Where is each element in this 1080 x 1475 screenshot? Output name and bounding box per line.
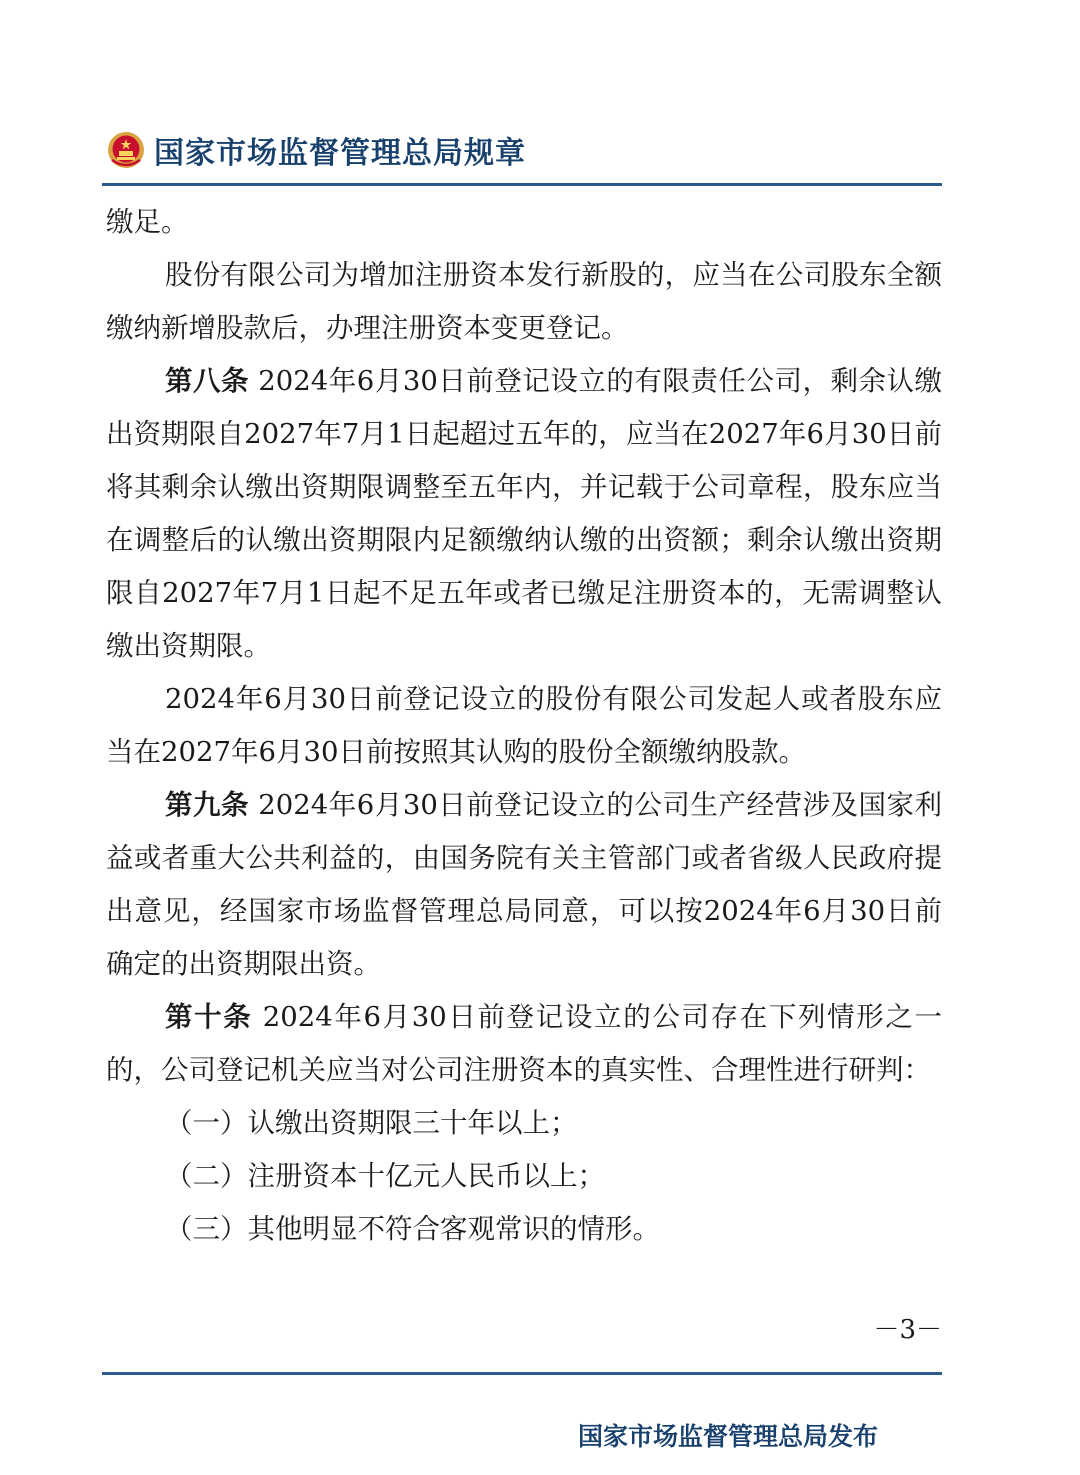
document-body <box>106 196 942 1256</box>
page-header <box>106 124 526 176</box>
footer-publisher: 国家市场监督管理总局发布 <box>578 1422 879 1451</box>
list-item: （二）注册资本十亿元人民币以上； <box>165 1160 605 1192</box>
article-10-heading: 第十条 <box>165 1001 253 1033</box>
article-9-heading: 第九条 <box>165 789 250 821</box>
paragraph-continuation: 缴足。 <box>106 206 189 238</box>
list-item: （一）认缴出资期限三十年以上； <box>165 1107 578 1139</box>
paragraph-joint-stock: 2024年6月30日前登记设立的股份有限公司发起人或者股东应当在2027年6月30日前按照其认购的股份全额缴纳股款。 <box>106 683 942 768</box>
article-10 <box>106 991 942 1097</box>
header-rule <box>102 183 942 186</box>
article-8-heading: 第八条 <box>165 365 250 397</box>
article-8-text: 2024年6月30日前登记设立的有限责任公司，剩余认缴出资期限自2027年7月1日起超过五年的，应当在2027年6月30日前将其剩余认缴出资期限调整至五年内，并记载于公司章程，股东应当在调整后的认缴出资期限内足额缴纳认缴的出资额；剩余认缴出资期限自2027年7月1日起不足五年或者已缴足注册资本的，无需调整认缴出资期限。 <box>106 365 943 662</box>
list-item: （三）其他明显不符合客观常识的情形。 <box>165 1213 660 1245</box>
article-9 <box>106 779 942 991</box>
article-8 <box>106 355 942 673</box>
paragraph-new-shares: 股份有限公司为增加注册资本发行新股的，应当在公司股东全额缴纳新增股款后，办理注册资本变更登记。 <box>106 259 942 344</box>
header-title: 国家市场监督管理总局规章 <box>154 136 526 171</box>
national-emblem-icon <box>106 130 146 170</box>
footer-rule <box>102 1372 942 1375</box>
page-number: －3－ <box>873 1315 942 1345</box>
article-10-text: 2024年6月30日前登记设立的公司存在下列情形之一的，公司登记机关应当对公司注册资本的真实性、合理性进行研判： <box>106 1001 943 1086</box>
article-9-text: 2024年6月30日前登记设立的公司生产经营涉及国家利益或者重大公共利益的，由国务院有关主管部门或者省级人民政府提出意见，经国家市场监督管理总局同意，可以按2024年6月30日前确定的出资期限出资。 <box>106 789 943 980</box>
